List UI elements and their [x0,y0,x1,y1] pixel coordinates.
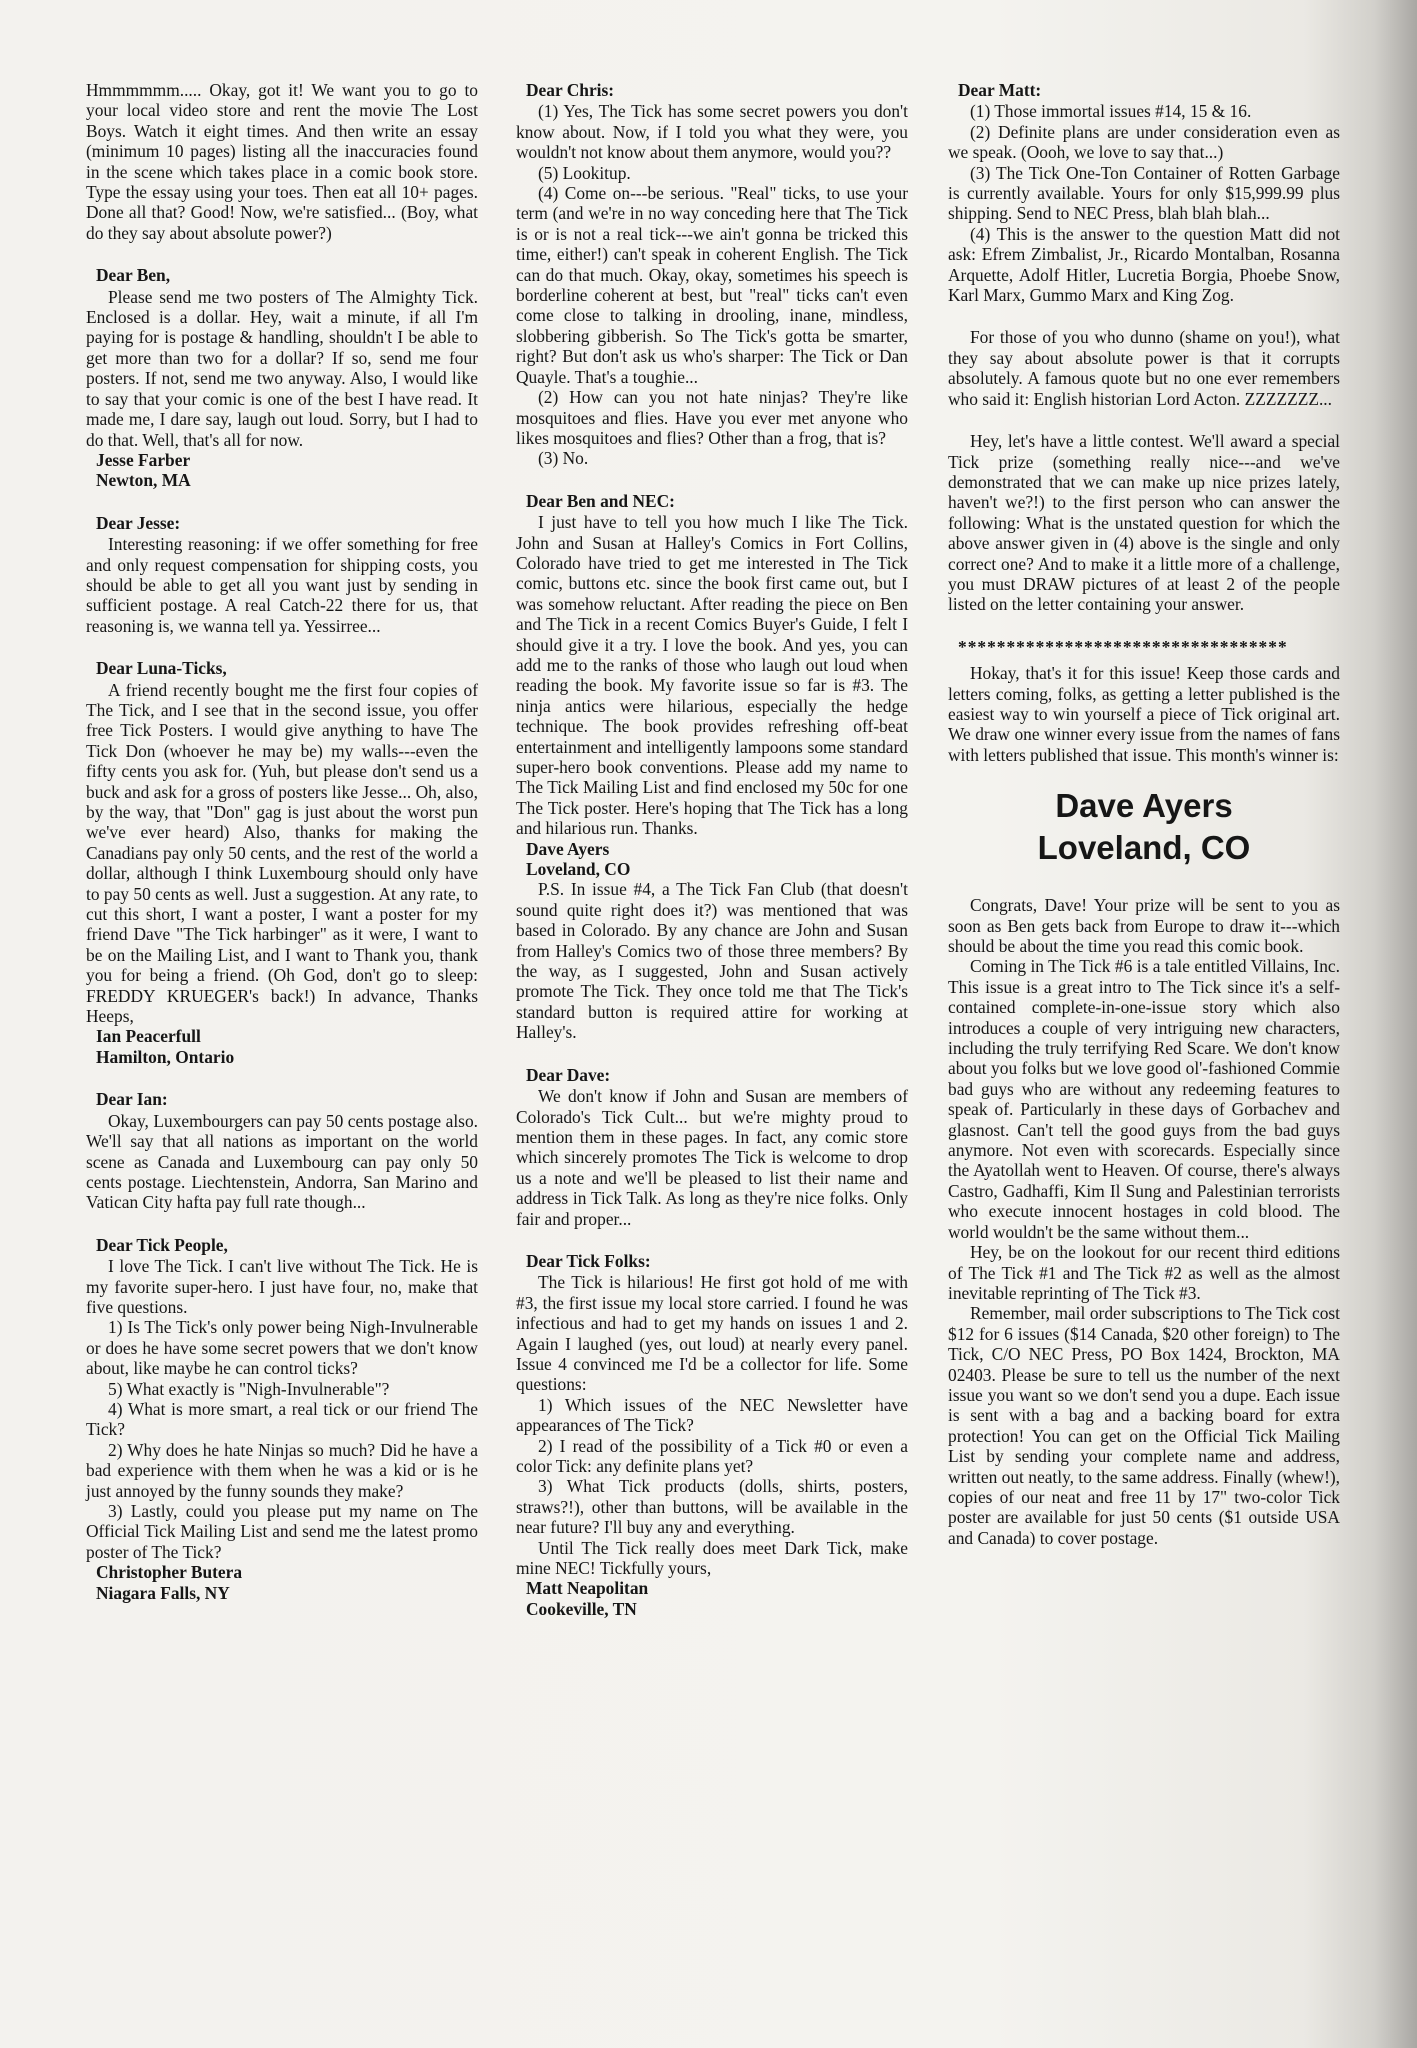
letter-question: 2) Why does he hate Ninjas so much? Did he have a bad experience with them when he was a kid or is he just annoyed by the funny sounds they make? [86,1439,478,1501]
editorial-paragraph: For those of you who dunno (shame on you!), what they say about absolute power is that it corrupts absolutely. A famous quote but no one ever remembers who said it: English historian Lord Acton. ZZZZZZZ... [948,327,1340,409]
letter-signature-name: Ian Peacerfull [96,1026,201,1047]
subscription-info: Remember, mail order subscriptions to The Tick cost $12 for 6 issues ($14 Canada, $20 other foreign) to The Tick, C/O NEC Press, PO Box 1424, Brockton, MA 02403. Please be sure to tell us the number of the next issue you want so we don't send you a dupe. Each issue is sent with a bag and a backing board for extra protection! You can get on the Official Tick Mailing List by sending your complete name and address, written out neatly, to the same address. Finally (whew!), copies of our neat and free 11 by 17" two-color Tick poster are available for just 50 cents ($1 outside USA and Canada) to cover postage. [948,1303,1340,1548]
editorial-paragraph: Hey, be on the lookout for our recent third editions of The Tick #1 and The Tick #2 as well as the almost inevitable reprinting of The Tick #3. [948,1242,1340,1303]
letter-signature-place: Niagara Falls, NY [96,1582,230,1603]
letter-question: 5) What exactly is "Nigh-Invulnerable"? [108,1378,390,1399]
letter-body: The Tick is hilarious! He first got hold of me with #3, the first issue my local store carried. I found he was infectious and had to get my hands on issues 1 and 2. Again I laughed (yes, out loud) at nearly every panel. Issue 4 convinced me I'd be a collector for life. Some questions: [516,1272,908,1395]
reply-answer: (3) No. [538,448,589,469]
reply-answer: (5) Lookitup. [538,162,631,183]
letter-signature-name: Matt Neapolitan [526,1578,649,1599]
contest-paragraph: Hey, let's have a little contest. We'll award a special Tick prize (something really nice---and we've demonstrated that we can make up nice prizes lately, haven't we?!) to the first person who can answer the following: What is the unstated question for which the above answer given in (4) above is the single and only correct one? And to make it a little more of a challenge, you must DRAW pictures of at least 2 of the people listed on the letter containing your answer. [948,431,1340,615]
letter-question: 2) I read of the possibility of a Tick #0 or even a color Tick: any definite plans yet? [516,1435,908,1476]
letter-signature-place: Cookeville, TN [526,1598,637,1619]
letter-question: 1) Which issues of the NEC Newsletter have appearances of The Tick? [516,1394,908,1436]
letter-body: I just have to tell you how much I like The Tick. John and Susan at Halley's Comics in Fort Collins, Colorado have tried to get me interested in The Tick comic, buttons etc. since the book first came out, but I was somehow reluctant. After reading the piece on Ben and The Tick in a recent Comics Buyer's Guide, I felt I should give it a try. I love the book. And yes, you can add me to the ranks of those who laugh out loud when reading the book. My favorite issue so far is #3. The ninja antics were hilarious, especially the hedge technique. The book provides refreshing off-beat entertainment and intelligently lampoons some standard super-hero book conventions. Please add my name to The Tick Mailing List and find enclosed my 50c for one The Tick poster. Here's hoping that The Tick has a long and hilarious run. Thanks. [516,512,908,839]
letters-column-1 [86,80,478,1603]
letter-salutation: Dear Ben and NEC: [526,490,675,511]
reply-salutation: Dear Jesse: [96,512,181,533]
editorial-paragraph: Hokay, that's it for this issue! Keep those cards and letters coming, folks, as getting a letter published is the easiest way to win yourself a piece of Tick original art. We draw one winner every issue from the names of fans with letters published that issue. This month's winner is: [948,663,1340,765]
winner-place: Loveland, CO [1037,829,1251,867]
reply-salutation: Dear Dave: [526,1064,611,1085]
letter-question: 3) Lastly, could you please put my name on The Official Tick Mailing List and send me the latest promo poster of The Tick? [86,1501,478,1562]
letter-salutation: Dear Tick Folks: [526,1250,651,1271]
section-divider: ********************************** [958,636,1288,657]
reply-answer: (2) Definite plans are under consideration even as we speak. (Oooh, we love to say that...) [948,121,1340,163]
letter-postscript: P.S. In issue #4, a The Tick Fan Club (that doesn't sound quite right does it?) was mentioned that was based in Colorado. By any chance are John and Susan from Halley's Comics two of those three members? By the way, as I suggested, John and Susan actively promote The Tick. They once told me that The Tick's standard button is required attire for working at Halley's. [516,879,908,1043]
reply-body: Interesting reasoning: if we offer something for free and only request compensation for shipping costs, you should be able to get all you want just by sending in sufficient postage. A real Catch-22 there for us, that reasoning is, we wanna tell ya. Yessirree... [86,534,478,636]
winner-name: Dave Ayers [1055,787,1233,825]
letter-salutation: Dear Tick People, [96,1234,228,1255]
reply-answer: (4) This is the answer to the question Matt did not ask: Efrem Zimbalist, Jr., Ricardo Montalban, Rosanna Arquette, Adolf Hitler, Lucretia Borgia, Phoebe Snow, Karl Marx, Gummo Marx and King Zog. [948,223,1340,306]
reply-answer: (3) The Tick One-Ton Container of Rotten Garbage is currently available. Yours for only $15,999.99 plus shipping. Send to NEC Press, blah blah blah... [948,162,1340,224]
reply-body: Okay, Luxembourgers can pay 50 cents postage also. We'll say that all nations as important on the world scene as Canada and Luxembourg can pay only 50 cents postage. Liechtenstein, Andorra, San Marino and Vatican City hafta pay full rate though... [86,1110,478,1213]
letter-signature-place: Hamilton, Ontario [96,1046,235,1067]
letter-question: 3) What Tick products (dolls, shirts, posters, straws?!), other than buttons, will be available in the near future? I'll buy any and everything. [516,1476,908,1538]
reply-answer: (1) Those immortal issues #14, 15 & 16. [970,101,1252,122]
reply-salutation: Dear Ian: [96,1089,168,1110]
letter-body: A friend recently bought me the first four copies of The Tick, and I see that in the second issue, you offer free Tick Posters. I would give anything to have The Tick Don (whoever he may be) my walls---even the fifty cents you ask for. (Yuh, but please don't send us a buck and ask for a gross of posters like Jesse... Oh, also, by the way, that "Don" gag is just about the worst pun we've ever heard) Also, thanks for making the Canadians pay only 50 cents, and the rest of the world a dollar, although I think Luxembourg should only have to pay 50 cents as well. Just a suggestion. At any rate, to cut this short, I want a poster, I want a poster for my friend Dave "The Tick harbinger" as it were, I want to be on the Mailing List, and I want to Thank you, thank you for being a friend. (Oh God, don't go to sleep: FREDDY KRUEGER's back!) In advance, Thanks Heeps, [86,679,478,1027]
reply-body: We don't know if John and Susan are members of Colorado's Tick Cult... but we're mighty proud to mention them in these pages. In fact, any comic store which sincerely promotes The Tick is welcome to drop us a note and we'll be pleased to list their name and address in Tick Talk. As long as they're nice folks. Only fair and proper... [516,1086,908,1229]
letter-salutation: Dear Luna-Ticks, [96,658,227,679]
reply-paragraph: Hmmmmmm..... Okay, got it! We want you to go to your local video store and rent the movie The Lost Boys. Watch it eight times. And then write an essay (minimum 10 pages) listing all the inaccuracies found in the scene which takes place in a comic book store. Type the essay using your toes. Then eat all 10+ pages. Done all that? Good! Now, we're satisfied... (Boy, what do they say about absolute power?) [86,80,478,243]
editorial-paragraph: Congrats, Dave! Your prize will be sent to you as soon as Ben gets back from Europe to draw it---which should be about the time you read this comic book. [948,895,1340,956]
reply-answer: (2) How can you not hate ninjas? They're like mosquitoes and flies. Have you ever met anyone who likes mosquitoes and flies? Other than a frog, that is? [516,387,908,448]
reply-answer: (1) Yes, The Tick has some secret powers you don't know about. Now, if I told you what they were, you wouldn't not know about them anymore, would you?? [516,101,908,163]
winner-announcement [948,785,1340,869]
letter-salutation: Dear Ben, [96,265,171,286]
letter-closing: Until The Tick really does meet Dark Tick, make mine NEC! Tickfully yours, [516,1537,908,1579]
letter-signature-name: Dave Ayers [526,838,610,859]
letter-signature-name: Christopher Butera [96,1562,243,1583]
letter-signature-place: Loveland, CO [526,859,631,880]
letters-column-3 [948,80,1340,1548]
letter-signature-name: Jesse Farber [96,449,191,470]
editorial-paragraph: Coming in The Tick #6 is a tale entitled Villains, Inc. This issue is a great intro to The Tick since it's a self-contained complete-in-one-issue story which also introduces a couple of very intriguing new characters, including the truly terrifying Red Scare. We don't know about you folks but we love good ol'-fashioned Commie bad guys who are without any redeeming features to speak of. Particularly in these days of Gorbachev and glasnost. Can't tell the good guys from the bad guys anymore. Not even with scorecards. Especially since the Ayatollah went to Heaven. Of course, there's always Castro, Gadhaffi, Kim Il Sung and Palestinian terrorists who execute innocent hostages in cold blood. The world wouldn't be the same without them... [948,956,1340,1242]
letters-column-2 [516,80,908,1619]
reply-answer: (4) Come on---be serious. "Real" ticks, to use your term (and we're in no way conceding here that The Tick is or is not a real tick---we ain't gonna be tricked this time, either!) can't speak in coherent English. The Tick can do that much. Okay, okay, sometimes his speech is borderline coherent at best, but "real" ticks can't even come close to talking in drooling, inane, mindless, slobbering gibberish. So The Tick's gotta be smarter, right? But don't ask us who's sharper: The Tick or Dan Quayle. That's a toughie... [516,183,908,387]
letter-body: Please send me two posters of The Almighty Tick. Enclosed is a dollar. Hey, wait a minute, if all I'm paying for is postage & handling, shouldn't I be able to get more than two for a dollar? If so, send me four posters. If not, send me two anyway. Also, I would like to say that your comic is one of the best I have read. It made me, I dare say, laugh out loud. Sorry, but I had to do that. Well, that's all for now. [86,286,478,450]
letter-question: 1) Is The Tick's only power being Nigh-Invulnerable or does he have some secret powers that we don't know about, like maybe he can control ticks? [86,1317,478,1379]
letter-body: I love The Tick. I can't live without The Tick. He is my favorite super-hero. I just have four, no, make that five questions. [86,1256,478,1317]
reply-salutation: Dear Matt: [958,80,1042,100]
letter-question: 4) What is more smart, a real tick or our friend The Tick? [86,1398,478,1440]
reply-salutation: Dear Chris: [526,80,615,100]
letter-signature-place: Newton, MA [96,470,191,491]
